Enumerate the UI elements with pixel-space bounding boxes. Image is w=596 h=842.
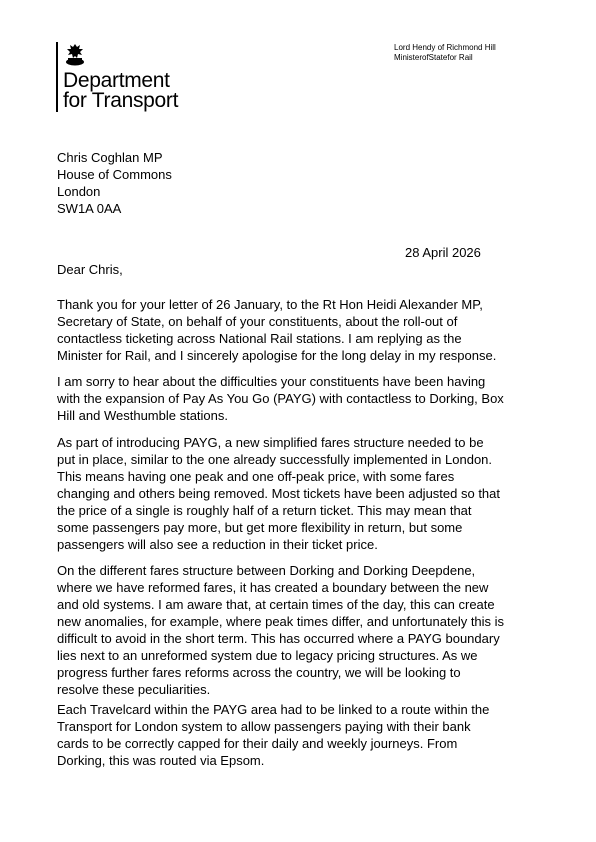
paragraph-line: As part of introducing PAYG, a new simplified fares structure needed to be xyxy=(57,435,484,450)
address-line: House of Commons xyxy=(57,167,172,182)
paragraph-line: contactless ticketing across National Rail stations. I am replying as the xyxy=(57,331,462,346)
paragraph-line: put in place, similar to the one already successfully implemented in London. xyxy=(57,452,493,467)
paragraph-line: lies next to an unreformed system due to legacy pricing structures. As we xyxy=(57,648,478,663)
department-line-2: for Transport xyxy=(63,89,179,112)
paragraph-line: Each Travelcard within the PAYG area had to be linked to a route within the xyxy=(57,702,490,717)
paragraph-line: resolve these peculiarities. xyxy=(57,682,211,697)
paragraph-line: progress further fares reforms across the country, we will be looking to xyxy=(57,665,461,680)
letter-date: 28 April 2026 xyxy=(405,245,481,260)
paragraph-line: new anomalies, for example, where peak times differ, and unfortunately this is xyxy=(57,614,505,629)
paragraph-2 xyxy=(57,373,547,424)
address-line: Chris Coghlan MP xyxy=(57,150,163,165)
sender-name: Lord Hendy of Richmond Hill xyxy=(394,43,496,52)
paragraph-line: where we have reformed fares, it has created a boundary between the new xyxy=(57,580,489,595)
sender-block xyxy=(394,43,496,63)
address-line: London xyxy=(57,184,101,199)
department-line-1: Department xyxy=(63,69,170,92)
logo-divider-bar xyxy=(56,42,58,112)
paragraph-line: Minister for Rail, and I sincerely apologise for the long delay in my response. xyxy=(57,348,497,363)
paragraph-line: changing and others being removed. Most tickets have been adjusted so that xyxy=(57,486,501,501)
paragraph-line: Secretary of State, on behalf of your constituents, about the roll-out of xyxy=(57,314,458,329)
recipient-address xyxy=(57,149,172,217)
salutation: Dear Chris, xyxy=(57,262,123,277)
paragraph-line: On the different fares structure between Dorking and Dorking Deepdene, xyxy=(57,563,476,578)
paragraph-4 xyxy=(57,562,547,698)
address-line: SW1A 0AA xyxy=(57,201,122,216)
paragraph-3 xyxy=(57,434,547,553)
paragraph-line: and old systems. I am aware that, at certain times of the day, this can create xyxy=(57,597,495,612)
paragraph-line: Dorking, this was routed via Epsom. xyxy=(57,753,265,768)
paragraph-line: Thank you for your letter of 26 January, to the Rt Hon Heidi Alexander MP, xyxy=(57,297,483,312)
paragraph-line: with the expansion of Pay As You Go (PAYG) with contactless to Dorking, Box xyxy=(57,391,504,406)
paragraph-line: passengers will also see a reduction in their ticket price. xyxy=(57,537,378,552)
paragraph-line: I am sorry to hear about the difficulties your constituents have been having xyxy=(57,374,486,389)
paragraph-1 xyxy=(57,296,547,364)
department-name xyxy=(63,71,178,111)
paragraph-line: difficult to avoid in the short term. This has occurred where a PAYG boundary xyxy=(57,631,500,646)
royal-crest-icon xyxy=(62,42,88,68)
paragraph-line: Transport for London system to allow passengers paying with their bank xyxy=(57,719,471,734)
paragraph-line: This means having one peak and one off-peak price, with some fares xyxy=(57,469,455,484)
paragraph-line: some passengers pay more, but get more flexibility in return, but some xyxy=(57,520,463,535)
sender-title: MinisterofStatefor Rail xyxy=(394,53,473,62)
paragraph-line: cards to be correctly capped for their daily and weekly journeys. From xyxy=(57,736,458,751)
paragraph-5 xyxy=(57,701,547,769)
paragraph-line: the price of a single is roughly half of a return ticket. This may mean that xyxy=(57,503,472,518)
paragraph-line: Hill and Westhumble stations. xyxy=(57,408,229,423)
department-logo xyxy=(56,42,186,114)
